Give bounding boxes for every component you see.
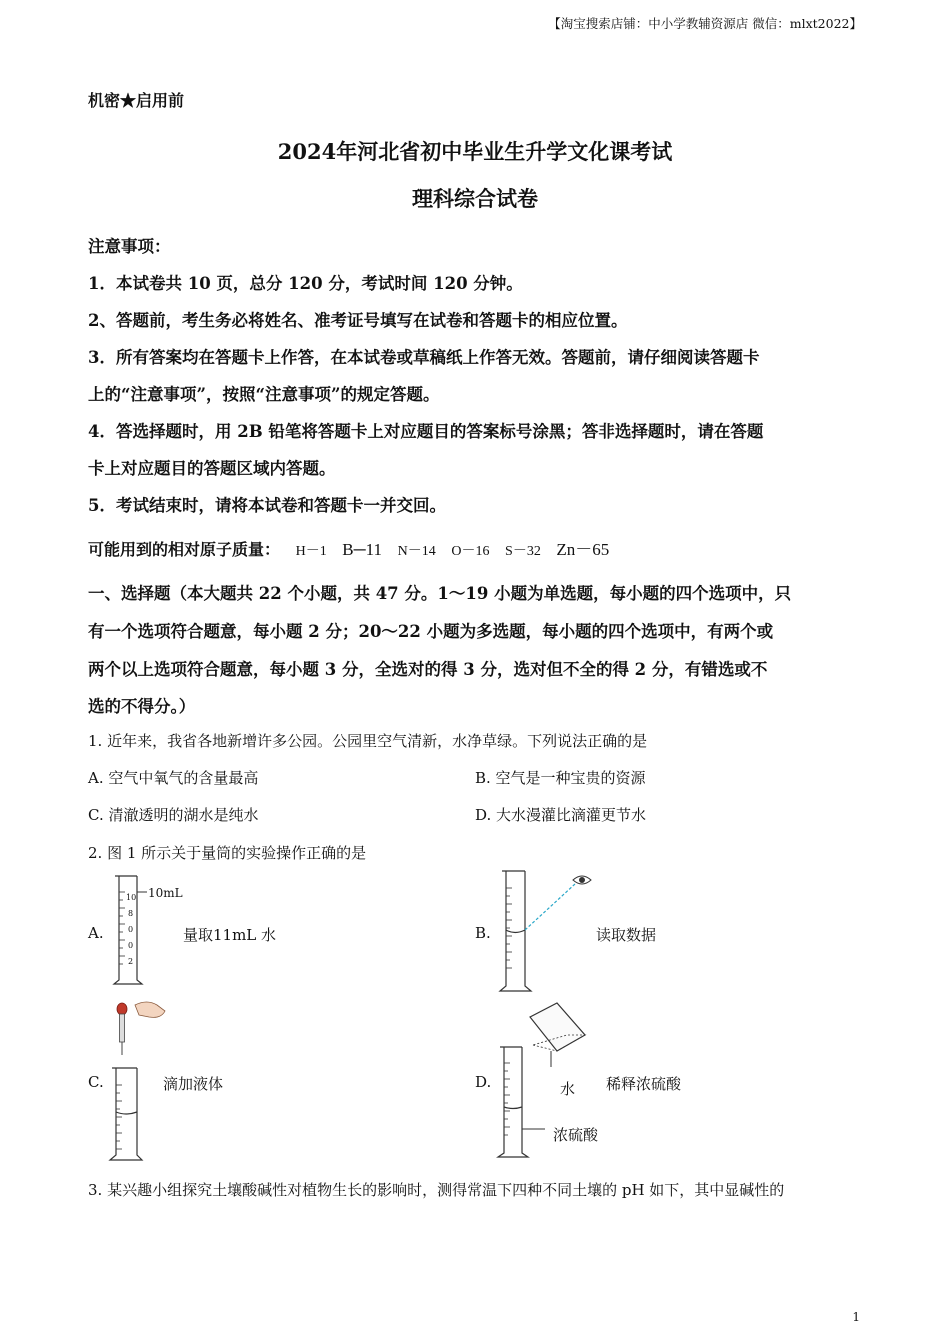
graduated-cylinder-b-figure [495, 868, 605, 996]
notice-item-3-line2: 上的“注意事项”，按照“注意事项”的规定答题。 [88, 385, 440, 404]
section1-line3: 两个以上选项符合题意，每小题 3 分，全选对的得 3 分，选对但不全的得 2 分，有错选或不 [88, 660, 768, 679]
q3-stem: 3. 某兴趣小组探究土壤酸碱性对植物生长的影响时，测得常温下四种不同土壤的 pH 如下，其中显碱性的 [88, 1181, 785, 1199]
q1-option-a: A. 空气中氧气的含量最高 [88, 769, 259, 787]
q2-option-a-tick-2: 8 [128, 909, 134, 918]
q1-option-c: C. 清澈透明的湖水是纯水 [88, 806, 259, 824]
notice-item-3-line1: 3．所有答案均在答题卡上作答，在本试卷或草稿纸上作答无效。答题前，请仔细阅读答题卡 [88, 348, 760, 367]
q1-option-d: D. 大水漫灌比滴灌更节水 [475, 806, 647, 824]
atomic-mass-h: H－1 [295, 544, 327, 559]
notice-item-5: 5．考试结束时，请将本试卷和答题卡一并交回。 [88, 496, 446, 515]
q2-stem: 2. 图 1 所示关于量筒的实验操作正确的是 [88, 844, 367, 862]
q2-option-d-acid-label: 浓硫酸 [553, 1126, 599, 1144]
q2-option-a-tick-3: 0 [128, 925, 134, 934]
page-number: 1 [852, 1310, 860, 1324]
atomic-mass-n: N－14 [397, 544, 436, 559]
q2-option-a-tick-1: 10 [126, 893, 137, 902]
atomic-mass-zn: Zn－65 [556, 540, 610, 559]
section1-line4: 选的不得分。） [88, 697, 196, 716]
q2-option-d-text: 稀释浓硫酸 [606, 1075, 682, 1093]
section1-line2: 有一个选项符合题意，每小题 2 分；20～22 小题为多选题，每小题的四个选项中，有两个或 [88, 622, 774, 641]
notice-heading: 注意事项： [88, 237, 171, 256]
q1-stem: 1. 近年来，我省各地新增许多公园。公园里空气清新，水净草绿。下列说法正确的是 [88, 732, 648, 750]
confidential-label: 机密★启用前 [88, 91, 185, 110]
exam-subtitle: 理科综合试卷 [412, 186, 538, 211]
q2-option-c-label: C. [88, 1073, 104, 1091]
q2-option-a-label: A. [88, 924, 104, 942]
exam-title: 2024年河北省初中毕业生升学文化课考试 [277, 139, 673, 164]
store-note-header: 【淘宝搜索店铺：中小学教辅资源店 微信：mlxt2022】 [548, 16, 862, 31]
notice-item-4-line2: 卡上对应题目的答题区域内答题。 [88, 459, 336, 478]
atomic-mass-row [88, 535, 609, 560]
atomic-mass-label: 可能用到的相对原子质量： [88, 540, 281, 559]
notice-item-2: 2、答题前，考生务必将姓名、准考证号填写在试卷和答题卡的相应位置。 [88, 311, 628, 330]
q2-option-c-text: 滴加液体 [163, 1075, 224, 1093]
atomic-mass-s: S－32 [505, 544, 541, 559]
notice-item-4-line1: 4．答选择题时，用 2B 铅笔将答题卡上对应题目的答案标号涂黑；答非选择题时，请在答题 [88, 422, 764, 441]
q2-option-b-text: 读取数据 [596, 926, 657, 944]
q2-option-a-tick-4: 0 [128, 941, 134, 950]
q2-option-d-water-label: 水 [560, 1080, 576, 1098]
atomic-mass-b: B─11 [342, 540, 383, 559]
q2-option-a-text: 量取11mL 水 [183, 926, 277, 944]
notice-item-1: 1．本试卷共 10 页，总分 120 分，考试时间 120 分钟。 [88, 274, 523, 293]
q2-option-a-tick-5: 2 [128, 957, 134, 966]
atomic-mass-o: O－16 [451, 544, 490, 559]
q2-option-d-label: D. [475, 1073, 492, 1091]
q2-option-a-mark: 10mL [148, 886, 183, 900]
section1-line1: 一、选择题（本大题共 22 个小题，共 47 分。1～19 小题为单选题，每小题的四个选项中，只 [88, 584, 792, 603]
q2-option-b-label: B. [475, 924, 491, 942]
q1-option-b: B. 空气是一种宝贵的资源 [475, 769, 646, 787]
